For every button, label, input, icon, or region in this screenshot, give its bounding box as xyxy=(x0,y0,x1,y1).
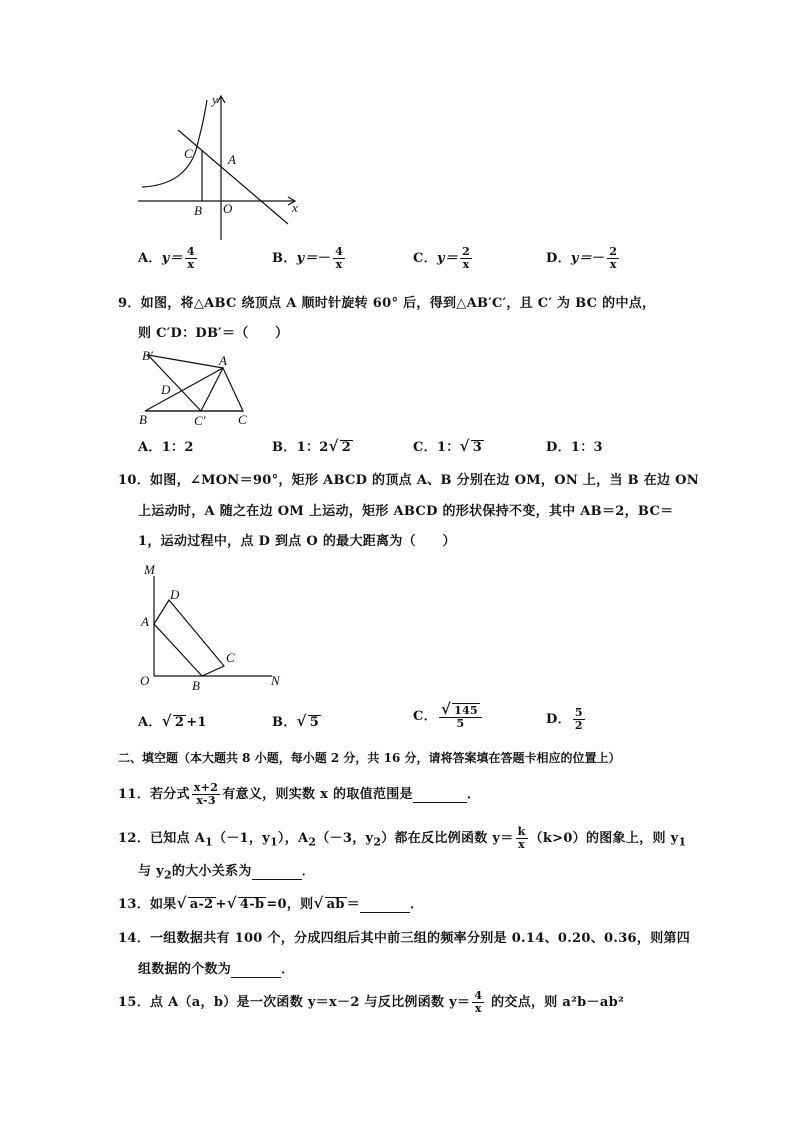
q9-label-cp: C′ xyxy=(194,413,206,427)
q10-label-b: B xyxy=(192,678,200,693)
q13-answer-blank[interactable] xyxy=(360,897,410,913)
q11: 11．若分式 $\frac{x+2}{x-3}$ 有意义，则实数 x 的取值范围是 ． xyxy=(118,781,481,807)
q9-line1: 9．如图，将△ABC 绕顶点 A 顺时针旋转 60° 后，得到△AB′C′，且 C′ 为 BC 的中点， xyxy=(118,296,656,311)
q14-answer-blank[interactable] xyxy=(231,962,281,978)
q8-label-o: O xyxy=(223,201,233,216)
q9-line2: 则 C′D：DB′＝（ ） xyxy=(138,326,289,341)
q14-line2: 组数据的个数为 ． xyxy=(138,962,295,977)
q10-label-d: D xyxy=(170,587,180,602)
q9-label-b: B xyxy=(139,412,147,427)
q9-option-b: B．1：2√ 2 xyxy=(272,437,352,455)
q8-label-a: A xyxy=(228,152,236,167)
q13: 13．如果√ a-2 +√ 4-b =0，则√ ab ＝ ． xyxy=(118,894,424,912)
q8-label-y: y xyxy=(212,92,218,107)
q10-label-n: N xyxy=(271,673,280,688)
q10-option-b: B．√ 5 xyxy=(272,712,320,730)
q8-label-b: B xyxy=(194,203,202,218)
q9-label-d: D xyxy=(161,382,171,397)
q10-option-c: C． $\frac{√ 145}{5}$ xyxy=(413,703,484,730)
q14-line1: 14．一组数据共有 100 个，分成四组后其中前三组的频率分别是 0.14、0.20、0.36，则第四 xyxy=(118,931,691,946)
q8-label-x: x xyxy=(292,200,298,215)
q8-option-d: D．y＝－ $\frac{2}{x}$ xyxy=(546,245,618,271)
q9-option-c: C．1：√ 3 xyxy=(413,437,483,455)
q12-line2: 与 $y_2$的大小关系为 ． xyxy=(138,864,315,882)
section-2-heading: 二、填空题（本大题共 8 小题，每小题 2 分，共 16 分，请将答案填在答题卡相应的位置上） xyxy=(118,751,621,765)
q8-figure xyxy=(130,90,320,245)
q9-option-d: D．1：3 xyxy=(546,440,603,455)
q8-option-c: C．y＝ $\frac{2}{x}$ xyxy=(413,245,471,271)
q10-line3: 1，运动过程中，点 D 到点 O 的最大距离为（ ） xyxy=(138,534,456,549)
q10-label-o: O xyxy=(140,673,150,688)
q10-label-m: M xyxy=(144,562,155,577)
q10-option-a: A．√ 2 +1 xyxy=(138,712,207,730)
q10-label-a: A xyxy=(141,614,149,629)
q12-line1: 12．已知点 $A_1(-1$，$y_1$），$A_2(-3$，$y_2$）都在反比例函数 y＝ $\frac{k}{x}$ （k>0）的图象上，则 $y_1$ xyxy=(118,825,687,851)
q9-figure xyxy=(135,345,265,427)
q8-label-c: C xyxy=(184,146,193,161)
q9-label-c: C xyxy=(238,412,247,427)
q9-option-a: A．1：2 xyxy=(138,440,194,455)
q10-option-d: D． $\frac{5}{2}$ xyxy=(546,706,583,732)
q15: 15．点 A（a，b）是一次函数 y＝x－2 与反比例函数 y＝ $\frac{4}{x}$ 的交点，则 a²b－ab² xyxy=(118,989,624,1015)
q10-line1: 10．如图，∠MON＝90°，矩形 ABCD 的顶点 A、B 分别在边 OM，ON 上，当 B 在边 ON xyxy=(118,473,699,488)
q9-label-a: A xyxy=(219,353,227,368)
q8-option-b: B．y＝－ $\frac{4}{x}$ xyxy=(272,245,344,271)
q11-answer-blank[interactable] xyxy=(413,787,467,803)
q8-option-a: A．y＝ $\frac{4}{x}$ xyxy=(138,245,195,271)
q12-answer-blank[interactable] xyxy=(252,864,302,880)
q9-label-bp: B′ xyxy=(142,348,153,363)
q10-label-c: C xyxy=(226,650,235,665)
q10-line2: 上运动时，A 随之在边 OM 上运动，矩形 ABCD 的形状保持不变，其中 AB＝2，BC＝ xyxy=(138,504,674,519)
q10-figure xyxy=(136,558,296,696)
